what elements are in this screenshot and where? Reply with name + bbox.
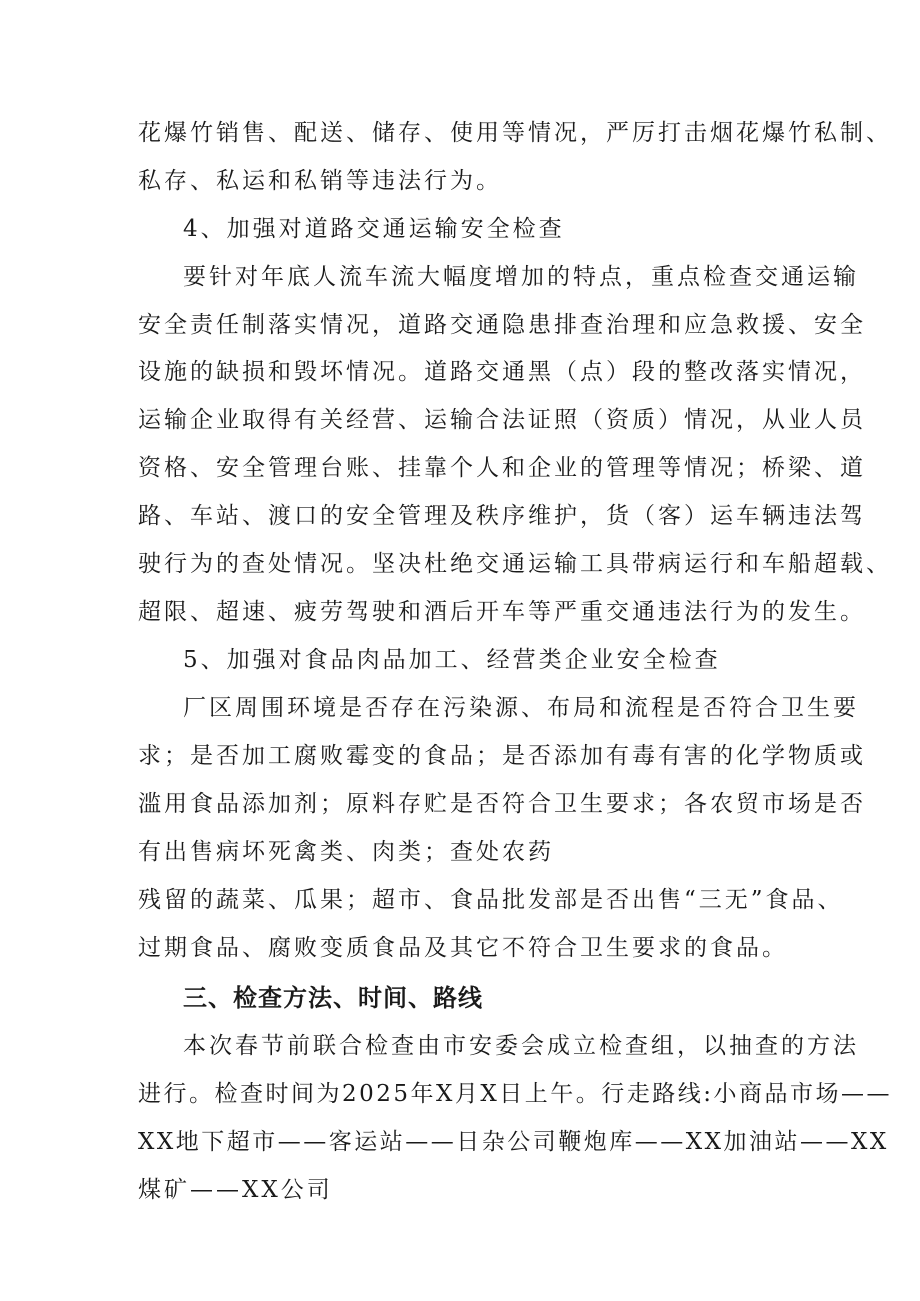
paragraph-line: 超限、超速、疲劳驾驶和酒后开车等严重交通违法行为的发生。 <box>138 599 866 625</box>
paragraph-line: 安全责任制落实情况，道路交通隐患排查治理和应急救援、安全 <box>138 312 866 338</box>
paragraph-line: 路、车站、渡口的安全管理及秩序维护，货（客）运车辆违法驾 <box>138 503 866 529</box>
paragraph-line: 资格、安全管理台账、挂靠个人和企业的管理等情况；桥梁、道 <box>138 455 866 481</box>
paragraph-line: 有出售病坏死禽类、肉类；查处农药 <box>138 839 554 865</box>
paragraph-line: 设施的缺损和毁坏情况。道路交通黑（点）段的整改落实情况， <box>138 359 866 385</box>
paragraph-line: 残留的蔬菜、瓜果；超市、食品批发部是否出售“三无”食品、 <box>138 887 844 913</box>
paragraph-line: 花爆竹销售、配送、储存、使用等情况，严厉打击烟花爆竹私制、 <box>138 120 892 146</box>
section-subheading: 4、加强对道路交通运输安全检查 <box>183 216 565 242</box>
paragraph-line: 滥用食品添加剂；原料存贮是否符合卫生要求；各农贸市场是否 <box>138 791 866 817</box>
paragraph-line: 进行。检查时间为2025年X月X日上午。行走路线:小商品市场—— <box>138 1081 893 1107</box>
paragraph-line: 运输企业取得有关经营、运输合法证照（资质）情况，从业人员 <box>138 407 866 433</box>
paragraph-line: 本次春节前联合检查由市安委会成立检查组，以抽查的方法 <box>183 1033 859 1059</box>
paragraph-line: 煤矿——XX公司 <box>138 1177 333 1203</box>
paragraph-line: 过期食品、腐败变质食品及其它不符合卫生要求的食品。 <box>138 935 788 961</box>
paragraph-line: XX地下超市——客运站——日杂公司鞭炮库——XX加油站——XX <box>138 1129 889 1155</box>
paragraph-line: 要针对年底人流车流大幅度增加的特点，重点检查交通运输 <box>183 264 859 290</box>
paragraph-line: 驶行为的查处情况。坚决杜绝交通运输工具带病运行和车船超载、 <box>138 551 892 577</box>
section-subheading: 5、加强对食品肉品加工、经营类企业安全检查 <box>183 647 721 673</box>
paragraph-line: 私存、私运和私销等违法行为。 <box>138 168 502 194</box>
paragraph-line: 求；是否加工腐败霉变的食品；是否添加有毒有害的化学物质或 <box>138 743 866 769</box>
paragraph-line: 厂区周围环境是否存在污染源、布局和流程是否符合卫生要 <box>183 695 859 721</box>
section-heading: 三、检查方法、时间、路线 <box>183 984 483 1012</box>
